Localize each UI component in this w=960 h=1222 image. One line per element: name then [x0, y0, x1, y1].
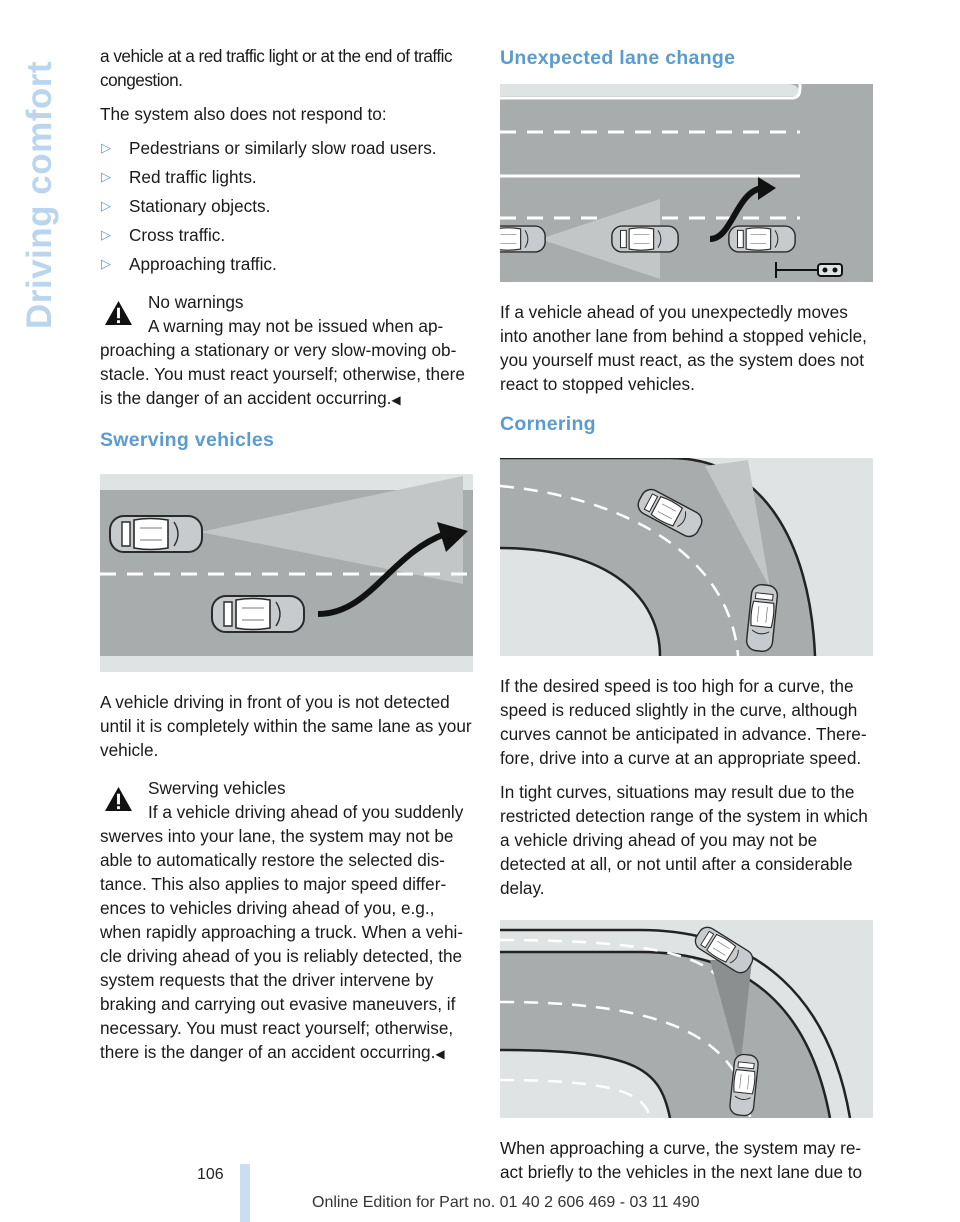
- warning-swerving-vehicles: [100, 776, 473, 1066]
- swerving-caption: A vehicle driving in front of you is not detected until it is completely within the same lane as your vehicle.: [100, 692, 472, 760]
- triangle-bullet-icon: ▷: [101, 256, 111, 271]
- side-section-tab: [10, 45, 70, 345]
- curve-approach-illustration: [500, 920, 873, 1118]
- warning-title: Swerving vehicles: [148, 778, 286, 798]
- warning-text: swerves into your lane, the system may not be able to automatically restore the selected dis‐tance. This also applies to major speed differ‐ences to vehicles driving ahead of you, e.g., when rapidly approaching a truck. When a vehi‐cle driving ahead of you is reliably detected, the system requests that the driver intervene by braking and carrying out evasive maneuvers, if necessary. You must react yourself; otherwise, there is the danger of an accident occurring.◀: [100, 826, 464, 1062]
- heading-cornering: Cornering: [500, 413, 596, 435]
- list-item: ▷ Cross traffic.: [101, 225, 226, 245]
- warning-text: proaching a stationary or very slow-moving ob‐stacle. You must react yourself; otherwise, there is the danger of an accident occurring.◀: [100, 340, 465, 408]
- triangle-bullet-icon: ▷: [101, 227, 111, 242]
- list-item: ▷ Red traffic lights.: [101, 167, 257, 187]
- warning-triangle-icon: [104, 786, 133, 812]
- warning-title: No warnings: [148, 292, 244, 312]
- left-system-paragraph: The system also does not respond to:: [100, 104, 387, 124]
- swerving-vehicles-illustration: [100, 474, 473, 672]
- cornering-caption-2: In tight curves, situations may result due to the restricted detection range of the system in which a vehicle driving ahead of you may not be detected at all, or not until after a considerable delay.: [500, 782, 868, 898]
- heading-swerving-vehicles: Swerving vehicles: [100, 429, 275, 451]
- warning-first-line: If a vehicle driving ahead of you suddenly: [148, 802, 464, 822]
- triangle-bullet-icon: ▷: [101, 198, 111, 213]
- lane-change-illustration: [500, 84, 873, 282]
- right-column: [500, 44, 873, 1194]
- warning-no-warnings: [100, 290, 473, 412]
- footer-divider: [240, 1164, 250, 1222]
- heading-unexpected-lane-change: Unexpected lane change: [500, 47, 736, 69]
- triangle-bullet-icon: ▷: [101, 169, 111, 184]
- list-item: ▷ Stationary objects.: [101, 196, 271, 216]
- cornering-illustration: [500, 458, 873, 656]
- side-section-label: Driving comfort: [20, 60, 59, 330]
- triangle-bullet-icon: ▷: [101, 140, 111, 155]
- non-response-list: [100, 136, 473, 276]
- edition-text: Online Edition for Part no. 01 40 2 606 469 - 03 11 490: [312, 1194, 700, 1211]
- list-item: ▷ Approaching traffic.: [101, 254, 277, 274]
- page-number: 106: [197, 1166, 224, 1183]
- cornering-caption-1: If the desired speed is too high for a curve, the speed is reduced slightly in the curve, although curves cannot be anticipated in advance. There‐fore, drive into a curve at an appropriate speed.: [500, 676, 867, 768]
- left-column: [100, 44, 473, 1076]
- end-mark-icon: ◀: [435, 1047, 445, 1061]
- warning-triangle-icon: [104, 300, 133, 326]
- end-mark-icon: ◀: [391, 393, 401, 407]
- curve-approach-caption: When approaching a curve, the system may re‐act briefly to the vehicles in the next lane due to: [500, 1138, 863, 1182]
- left-intro-paragraph: a vehicle at a red traffic light or at the end of traffic congestion.: [100, 46, 453, 90]
- lane-change-caption: If a vehicle ahead of you unexpectedly moves into another lane from behind a stopped vehicle, you yourself must react, as the system does not react to stopped vehicles.: [500, 302, 867, 394]
- warning-first-line: A warning may not be issued when ap‐: [148, 316, 444, 336]
- list-item: ▷ Pedestrians or similarly slow road users.: [101, 138, 437, 158]
